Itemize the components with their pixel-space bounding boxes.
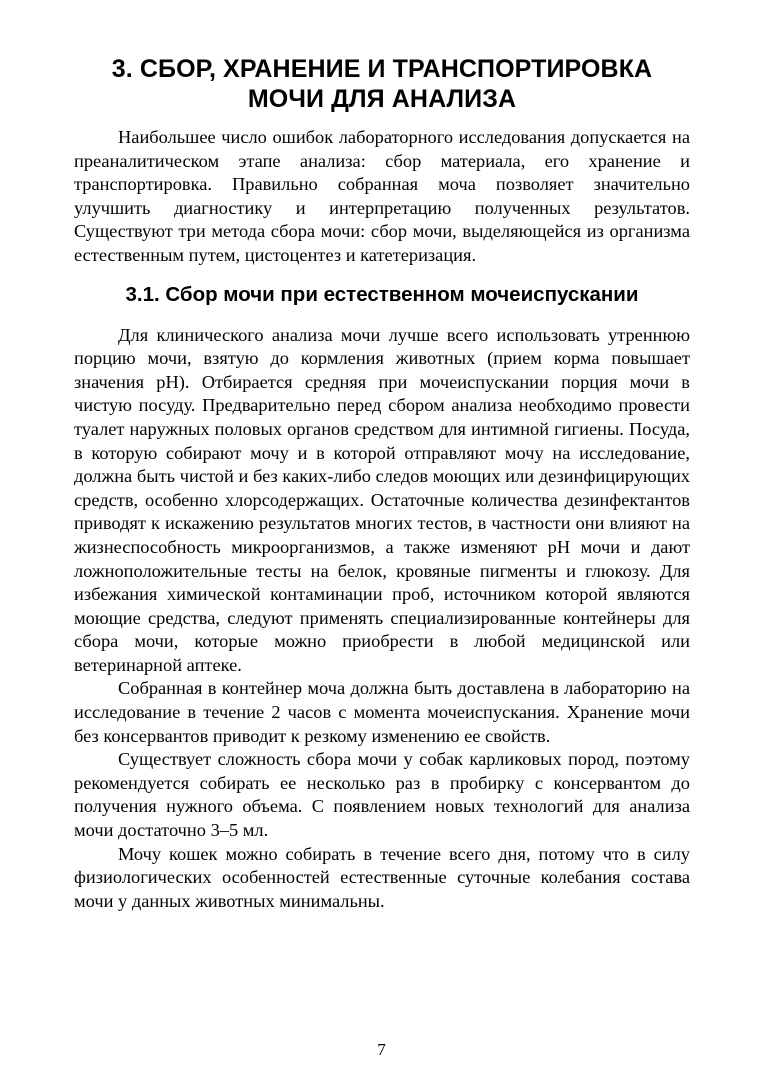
body-paragraph-1: Для клинического анализа мочи лучше всего использовать утреннюю порцию мочи, взятую до кормления животных (прием корма повышает значения рН). Отбирается средняя при мочеиспускании порция мочи в чистую посуду. Предварительно перед сбором анализа необходимо провести туалет наружных половых органов средством для интимной гигиены. Посуда, в которую собирают мочу и в которой отправляют мочу на исследование, должна быть чистой и без каких-либо следов моющих или дезинфицирующих средств, особенно хлорсодержащих. Остаточные количества дезинфектантов приводят к искажению результатов многих тестов, в частности они влияют на жизнеспособность микроорганизмов, а также изменяют рН мочи и дают ложноположительные тесты на белок, кровяные пигменты и глюкозу. Для избежания химической контаминации проб, источником которой являются моющие средства, следуют применять специализированные контейнеры для сбора мочи, которые можно приобрести в любой медицинской или ветеринарной аптеке. xyxy=(74,324,690,675)
chapter-title xyxy=(74,54,690,114)
chapter-title-line-1: 3. СБОР, ХРАНЕНИЕ И ТРАНСПОРТИРОВКА xyxy=(111,55,653,83)
body-paragraph-2: Собранная в контейнер моча должна быть доставлена в лабораторию на исследование в течение 2 часов с момента мочеиспускания. Хранение мочи без консервантов приводит к резкому изменению ее свойств. xyxy=(74,678,690,746)
body-paragraph-4: Мочу кошек можно собирать в течение всего дня, потому что в силу физиологических особенностей естественные суточные колебания состава мочи у данных животных минимальны. xyxy=(74,843,690,911)
section-title: 3.1. Сбор мочи при естественном мочеиспускании xyxy=(125,282,639,306)
chapter-title-line-2: МОЧИ ДЛЯ АНАЛИЗА xyxy=(247,85,517,113)
page-number: 7 xyxy=(377,1040,386,1059)
document-page xyxy=(74,54,690,913)
body-paragraph-3: Существует сложность сбора мочи у собак карликовых пород, поэтому рекомендуется собирать ее несколько раз в пробирку с консервантом до получения нужного объема. С появлением новых технологий для анализа мочи достаточно 3–5 мл. xyxy=(74,749,690,841)
intro-paragraph: Наибольшее число ошибок лабораторного исследования допускается на преаналитическом этапе анализа: сбор материала, его хранение и транспортировка. Правильно собранная моча позволяет значительно улучшить диагностику и интерпретацию полученных результатов. Существуют три метода сбора мочи: сбор мочи, выделяющейся из организма естественным путем, цистоцентез и катетеризация. xyxy=(74,127,690,265)
